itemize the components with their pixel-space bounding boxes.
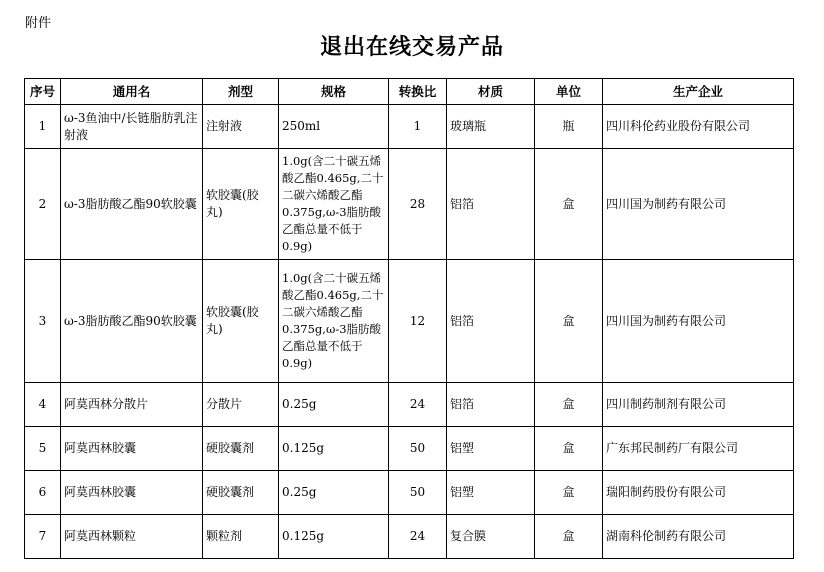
cell-spec: 0.125g [279,427,389,471]
cell-spec: 1.0g(含二十碳五烯酸乙酯0.465g,二十二碳六烯酸乙酯0.375g,ω-3脂肪酸乙酯总量不低于0.9g) [279,260,389,383]
table-row [25,105,794,149]
cell-name: 阿莫西林胶囊 [61,427,203,471]
cell-maker: 四川制药制剂有限公司 [603,383,794,427]
cell-name: ω-3脂肪酸乙酯90软胶囊 [61,260,203,383]
cell-maker: 四川国为制药有限公司 [603,149,794,260]
cell-ratio: 1 [389,105,447,149]
cell-form: 硬胶囊剂 [203,471,279,515]
cell-unit: 盒 [535,383,603,427]
cell-form: 注射液 [203,105,279,149]
cell-maker: 湖南科伦制药有限公司 [603,515,794,559]
cell-form: 颗粒剂 [203,515,279,559]
cell-form: 软胶囊(胶丸) [203,149,279,260]
cell-form: 软胶囊(胶丸) [203,260,279,383]
col-header-unit: 单位 [535,79,603,105]
col-header-spec: 规格 [279,79,389,105]
products-table [24,78,794,559]
cell-unit: 瓶 [535,105,603,149]
cell-material: 铝塑 [447,427,535,471]
cell-name: ω-3鱼油中/长链脂肪乳注射液 [61,105,203,149]
col-header-maker: 生产企业 [603,79,794,105]
cell-no: 7 [25,515,61,559]
cell-maker: 四川国为制药有限公司 [603,260,794,383]
cell-form: 硬胶囊剂 [203,427,279,471]
cell-spec: 0.25g [279,471,389,515]
cell-ratio: 28 [389,149,447,260]
cell-no: 6 [25,471,61,515]
cell-material: 铝箔 [447,260,535,383]
cell-no: 2 [25,149,61,260]
cell-no: 1 [25,105,61,149]
col-header-name: 通用名 [61,79,203,105]
cell-ratio: 12 [389,260,447,383]
table-row [25,149,794,260]
col-header-ratio: 转换比 [389,79,447,105]
attachment-label: 附件 [25,16,52,31]
table-row [25,515,794,559]
cell-name: ω-3脂肪酸乙酯90软胶囊 [61,149,203,260]
cell-unit: 盒 [535,427,603,471]
cell-material: 铝箔 [447,149,535,260]
cell-no: 3 [25,260,61,383]
cell-spec: 0.125g [279,515,389,559]
cell-unit: 盒 [535,149,603,260]
cell-no: 5 [25,427,61,471]
col-header-form: 剂型 [203,79,279,105]
cell-spec: 0.25g [279,383,389,427]
cell-form: 分散片 [203,383,279,427]
table-row [25,471,794,515]
col-header-material: 材质 [447,79,535,105]
cell-ratio: 24 [389,383,447,427]
cell-ratio: 50 [389,427,447,471]
table-header-row [25,79,794,105]
table-row [25,427,794,471]
cell-material: 铝塑 [447,471,535,515]
cell-ratio: 50 [389,471,447,515]
cell-name: 阿莫西林颗粒 [61,515,203,559]
cell-maker: 广东邦民制药厂有限公司 [603,427,794,471]
cell-spec: 250ml [279,105,389,149]
cell-material: 玻璃瓶 [447,105,535,149]
cell-unit: 盒 [535,515,603,559]
cell-unit: 盒 [535,260,603,383]
cell-unit: 盒 [535,471,603,515]
col-header-no: 序号 [25,79,61,105]
cell-maker: 四川科伦药业股份有限公司 [603,105,794,149]
cell-ratio: 24 [389,515,447,559]
cell-material: 铝箔 [447,383,535,427]
cell-spec: 1.0g(含二十碳五烯酸乙酯0.465g,二十二碳六烯酸乙酯0.375g,ω-3脂肪酸乙酯总量不低于0.9g) [279,149,389,260]
table-row [25,260,794,383]
cell-name: 阿莫西林分散片 [61,383,203,427]
page-title: 退出在线交易产品 [319,35,504,60]
table-row [25,383,794,427]
cell-maker: 瑞阳制药股份有限公司 [603,471,794,515]
cell-name: 阿莫西林胶囊 [61,471,203,515]
cell-no: 4 [25,383,61,427]
cell-material: 复合膜 [447,515,535,559]
